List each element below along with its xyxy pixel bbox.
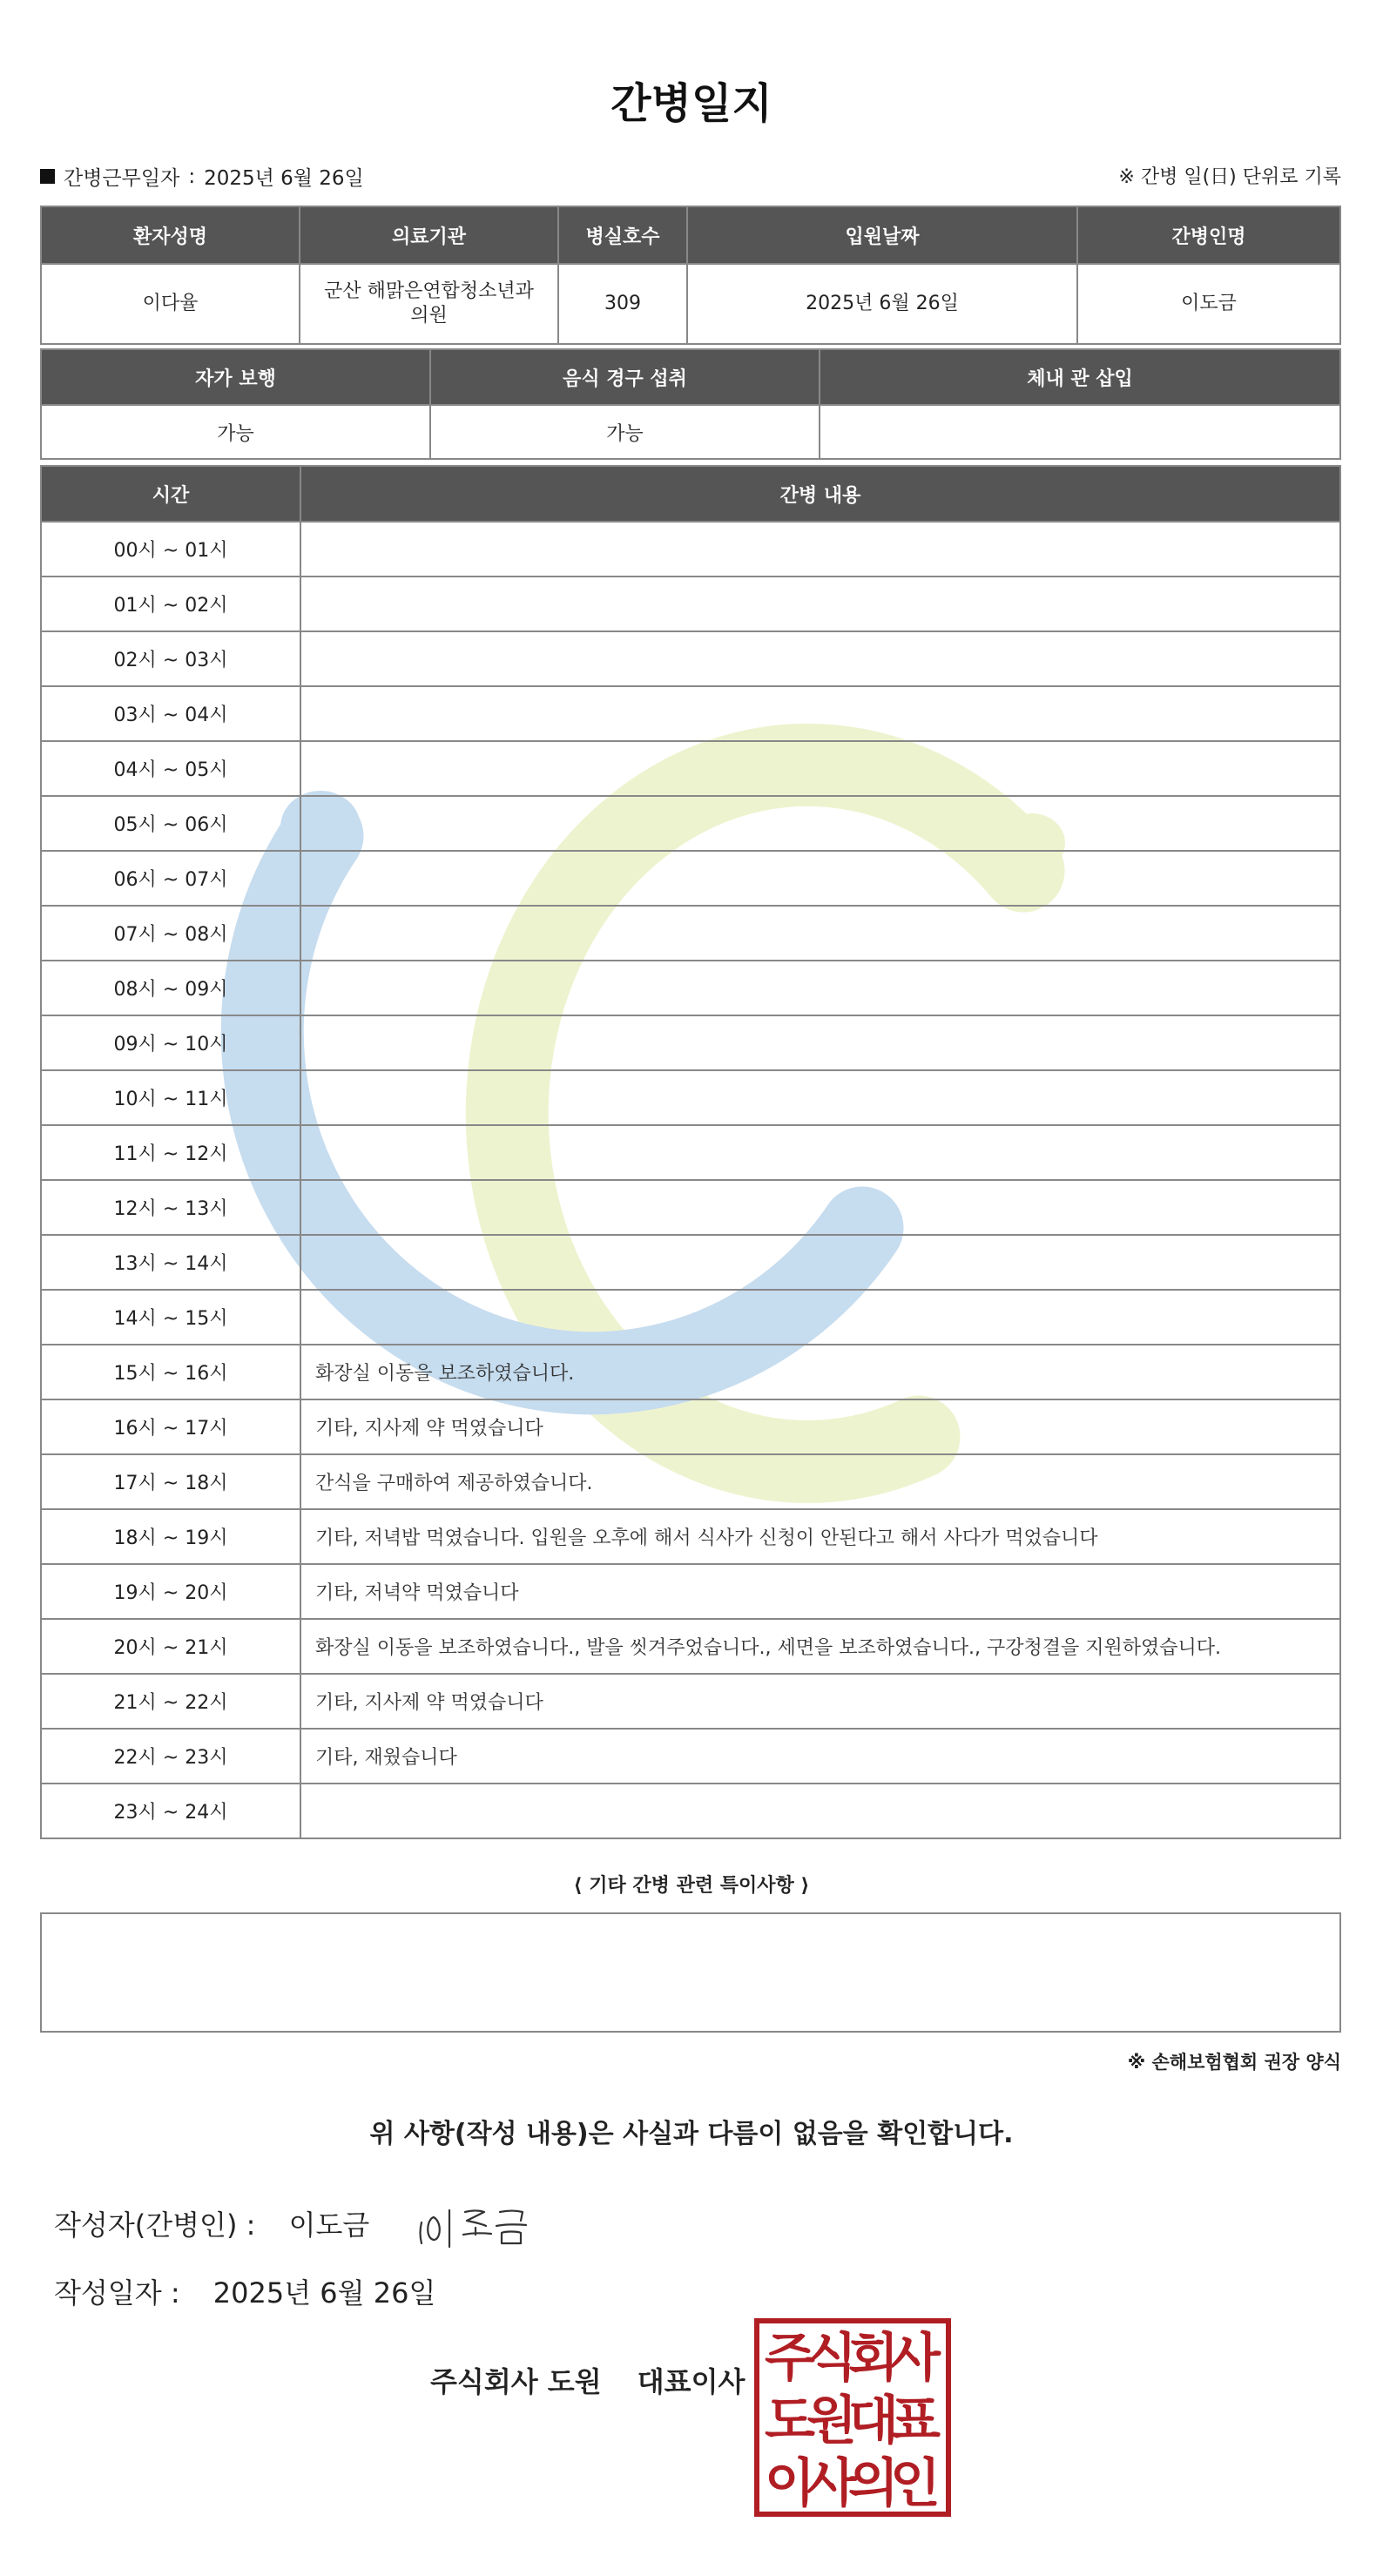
caregiver-name-header: 간병인명 bbox=[1077, 206, 1340, 264]
care-note-cell bbox=[300, 522, 1340, 577]
table-row bbox=[41, 522, 1340, 577]
square-bullet-icon bbox=[40, 169, 55, 184]
handwritten-signature bbox=[415, 2186, 554, 2264]
care-note-cell bbox=[300, 631, 1340, 686]
svg-text:식: 식 bbox=[806, 2328, 857, 2389]
time-slot-cell: 18시 ~ 19시 bbox=[41, 1509, 300, 1564]
table-row bbox=[41, 1015, 1340, 1070]
written-date-label: 작성일자 : bbox=[54, 2276, 180, 2310]
work-date-line bbox=[40, 162, 364, 191]
oral-intake-header: 음식 경구 섭취 bbox=[430, 349, 820, 405]
table-row bbox=[41, 906, 1340, 961]
time-slot-cell: 19시 ~ 20시 bbox=[41, 1564, 300, 1619]
writer-name: 이도금 bbox=[288, 2208, 370, 2242]
form-source-note: ※ 손해보험협회 권장 양식 bbox=[1127, 2052, 1341, 2073]
time-header: 시간 bbox=[41, 466, 300, 522]
svg-text:인: 인 bbox=[890, 2453, 941, 2514]
self-walking-cell: 가능 bbox=[41, 405, 430, 459]
table-row bbox=[41, 1125, 1340, 1180]
table-row bbox=[41, 1180, 1340, 1235]
table-row bbox=[41, 1564, 1340, 1619]
time-slot-cell: 05시 ~ 06시 bbox=[41, 796, 300, 851]
patient-status-table bbox=[40, 348, 1341, 460]
care-note-cell bbox=[300, 1290, 1340, 1345]
caregiver-name-cell: 이도금 bbox=[1077, 264, 1340, 344]
care-log-body bbox=[41, 522, 1340, 1838]
care-note-cell bbox=[300, 1180, 1340, 1235]
svg-text:표: 표 bbox=[890, 2391, 941, 2451]
writer-line bbox=[54, 2203, 394, 2243]
time-slot-cell: 23시 ~ 24시 bbox=[41, 1784, 300, 1838]
tube-insertion-header: 체내 관 삽입 bbox=[820, 349, 1340, 405]
table-row bbox=[41, 1784, 1340, 1838]
time-slot-cell: 10시 ~ 11시 bbox=[41, 1070, 300, 1125]
company-name: 주식회사 도원 bbox=[430, 2365, 602, 2398]
care-note-cell bbox=[300, 1125, 1340, 1180]
table-row bbox=[41, 741, 1340, 796]
time-slot-cell: 01시 ~ 02시 bbox=[41, 577, 300, 631]
oral-intake-cell: 가능 bbox=[430, 405, 820, 459]
patient-info-table bbox=[40, 206, 1341, 345]
time-slot-cell: 15시 ~ 16시 bbox=[41, 1345, 300, 1399]
written-date-value: 2025년 6월 26일 bbox=[213, 2276, 436, 2310]
care-note-cell bbox=[300, 961, 1340, 1015]
admission-date-header: 입원날짜 bbox=[687, 206, 1077, 264]
care-note-cell bbox=[300, 906, 1340, 961]
care-note-cell bbox=[300, 686, 1340, 741]
care-note-cell: 화장실 이동을 보조하였습니다., 발을 씻겨주었습니다., 세면을 보조하였습니다., 구강청결을 지원하였습니다. bbox=[300, 1619, 1340, 1674]
care-note-cell: 간식을 구매하여 제공하였습니다. bbox=[300, 1454, 1340, 1509]
table-row bbox=[41, 1454, 1340, 1509]
time-slot-cell: 14시 ~ 15시 bbox=[41, 1290, 300, 1345]
time-slot-cell: 16시 ~ 17시 bbox=[41, 1399, 300, 1454]
special-notes-box bbox=[40, 1912, 1341, 2033]
time-slot-cell: 06시 ~ 07시 bbox=[41, 851, 300, 906]
written-date-line bbox=[54, 2271, 460, 2311]
confirmation-statement: 위 사항(작성 내용)은 사실과 다름이 없음을 확인합니다. bbox=[369, 2119, 1014, 2149]
table-row bbox=[41, 1235, 1340, 1290]
table-row bbox=[41, 851, 1340, 906]
svg-text:의: 의 bbox=[848, 2453, 899, 2514]
table-row bbox=[41, 577, 1340, 631]
care-content-header: 간병 내용 bbox=[300, 466, 1340, 522]
patient-name-header: 환자성명 bbox=[41, 206, 300, 264]
time-slot-cell: 21시 ~ 22시 bbox=[41, 1674, 300, 1729]
care-note-cell bbox=[300, 577, 1340, 631]
time-slot-cell: 12시 ~ 13시 bbox=[41, 1180, 300, 1235]
hospital-cell: 군산 해맑은연합청소년과의원 bbox=[300, 264, 558, 344]
unit-note: ※ 간병 일(日) 단위로 기록 bbox=[1118, 166, 1341, 188]
room-number-header: 병실호수 bbox=[558, 206, 687, 264]
svg-text:회: 회 bbox=[848, 2328, 899, 2389]
room-number-cell: 309 bbox=[558, 264, 687, 344]
table-row bbox=[41, 1070, 1340, 1125]
page-title: 간병일지 bbox=[611, 79, 772, 128]
work-date-value: 2025년 6월 26일 bbox=[204, 167, 364, 190]
tube-insertion-cell bbox=[820, 405, 1340, 459]
time-slot-cell: 22시 ~ 23시 bbox=[41, 1729, 300, 1784]
svg-text:원: 원 bbox=[806, 2391, 857, 2451]
care-note-cell: 기타, 저녁밥 먹였습니다. 입원을 오후에 해서 식사가 신청이 안된다고 해서 사다가 먹었습니다 bbox=[300, 1509, 1340, 1564]
table-row bbox=[41, 796, 1340, 851]
svg-text:주: 주 bbox=[765, 2328, 815, 2389]
care-note-cell: 화장실 이동을 보조하였습니다. bbox=[300, 1345, 1340, 1399]
self-walking-header: 자가 보행 bbox=[41, 349, 430, 405]
time-slot-cell: 17시 ~ 18시 bbox=[41, 1454, 300, 1509]
svg-text:도: 도 bbox=[765, 2391, 815, 2451]
table-row bbox=[41, 1674, 1340, 1729]
time-slot-cell: 20시 ~ 21시 bbox=[41, 1619, 300, 1674]
time-slot-cell: 13시 ~ 14시 bbox=[41, 1235, 300, 1290]
care-note-cell bbox=[300, 851, 1340, 906]
table-row bbox=[41, 1290, 1340, 1345]
time-slot-cell: 11시 ~ 12시 bbox=[41, 1125, 300, 1180]
time-slot-cell: 00시 ~ 01시 bbox=[41, 522, 300, 577]
table-row bbox=[41, 1345, 1340, 1399]
care-note-cell: 기타, 재웠습니다 bbox=[300, 1729, 1340, 1784]
company-line bbox=[430, 2360, 771, 2400]
work-date-label: 간병근무일자 bbox=[64, 167, 180, 190]
svg-text:이: 이 bbox=[765, 2453, 815, 2514]
company-seal-stamp bbox=[754, 2318, 951, 2517]
work-date-separator: : bbox=[188, 165, 196, 188]
time-slot-cell: 07시 ~ 08시 bbox=[41, 906, 300, 961]
writer-label: 작성자(간병인) : bbox=[54, 2208, 256, 2242]
time-slot-cell: 03시 ~ 04시 bbox=[41, 686, 300, 741]
time-slot-cell: 02시 ~ 03시 bbox=[41, 631, 300, 686]
care-note-cell bbox=[300, 1015, 1340, 1070]
svg-text:대: 대 bbox=[848, 2391, 899, 2451]
table-row bbox=[41, 1399, 1340, 1454]
care-note-cell bbox=[300, 1784, 1340, 1838]
care-note-cell: 기타, 지사제 약 먹였습니다 bbox=[300, 1399, 1340, 1454]
care-note-cell: 기타, 저녁약 먹였습니다 bbox=[300, 1564, 1340, 1619]
table-row bbox=[41, 686, 1340, 741]
table-row bbox=[41, 1619, 1340, 1674]
time-slot-cell: 04시 ~ 05시 bbox=[41, 741, 300, 796]
patient-name-cell: 이다율 bbox=[41, 264, 300, 344]
svg-text:사: 사 bbox=[806, 2453, 857, 2514]
care-note-cell bbox=[300, 741, 1340, 796]
care-note-cell bbox=[300, 1070, 1340, 1125]
representative-title: 대표이사 bbox=[637, 2365, 745, 2398]
table-row bbox=[41, 1509, 1340, 1564]
care-note-cell bbox=[300, 1235, 1340, 1290]
care-note-cell bbox=[300, 796, 1340, 851]
time-slot-cell: 08시 ~ 09시 bbox=[41, 961, 300, 1015]
hospital-header: 의료기관 bbox=[300, 206, 558, 264]
care-log-table bbox=[40, 465, 1341, 1839]
special-notes-title: ⟨ 기타 간병 관련 특이사항 ⟩ bbox=[573, 1875, 810, 1897]
table-row bbox=[41, 631, 1340, 686]
care-note-cell: 기타, 지사제 약 먹였습니다 bbox=[300, 1674, 1340, 1729]
admission-date-cell: 2025년 6월 26일 bbox=[687, 264, 1077, 344]
time-slot-cell: 09시 ~ 10시 bbox=[41, 1015, 300, 1070]
table-row bbox=[41, 961, 1340, 1015]
svg-text:사: 사 bbox=[890, 2328, 941, 2389]
table-row bbox=[41, 1729, 1340, 1784]
